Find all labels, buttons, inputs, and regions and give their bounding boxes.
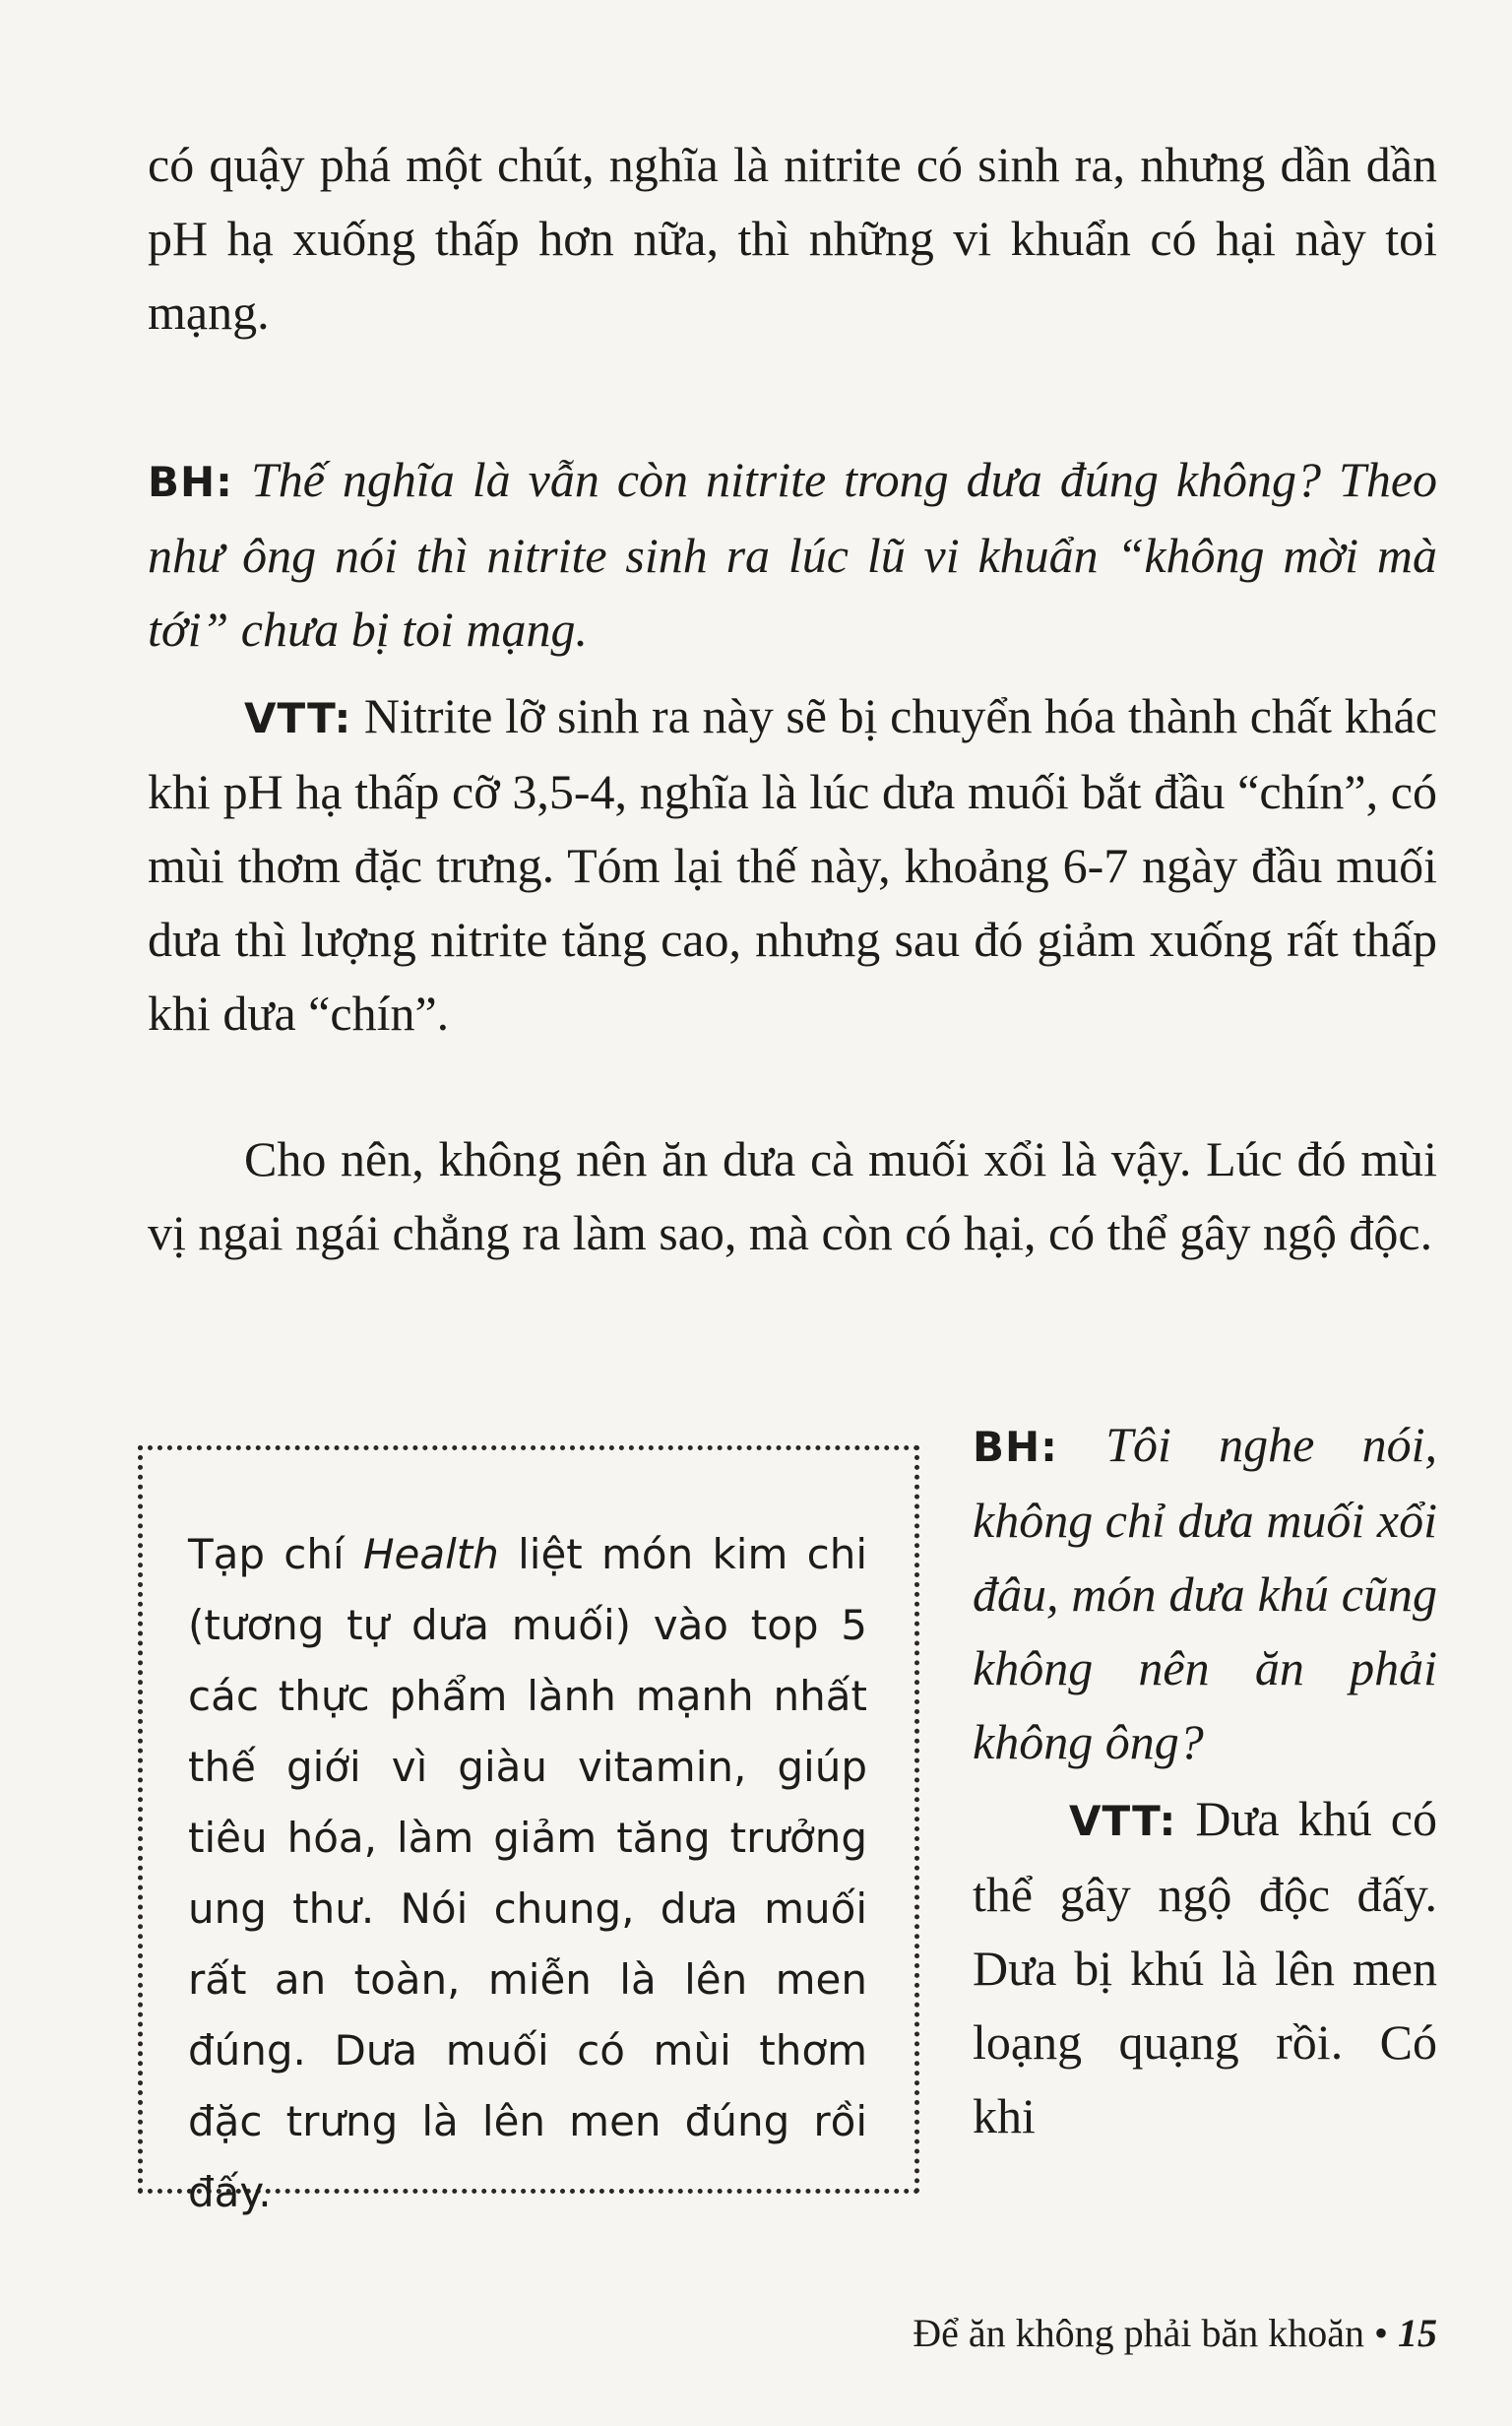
sidebar-text (188, 1519, 867, 2228)
speaker-label-bh: BH: (148, 458, 233, 506)
answer-text: Nitrite lỡ sinh ra này sẽ bị chuyển hóa thành chất khác khi pH hạ thấp cỡ 3,5-4, nghĩa là lúc dưa muối bắt đầu “chín”, có mùi thơm đặc trưng. Tóm lại thế này, khoảng 6-7 ngày đầu muối dưa thì lượng nitrite tăng cao, nhưng sau đó giảm xuống rất thấp khi dưa “chín”. (148, 688, 1437, 1041)
answer-vtt-1 (148, 679, 1437, 1051)
speaker-label-bh-2: BH: (973, 1423, 1058, 1471)
question-text: Thế nghĩa là vẫn còn nitrite trong dưa đúng không? Theo như ông nói thì nitrite sinh ra lúc lũ vi khuẩn “không mời mà tới” chưa bị toi mạng. (148, 452, 1438, 657)
answer-text-2: Dưa khú có thể gây ngộ độc đấy. Dưa bị khú là lên men loạng quạng rồi. Có khi (973, 1791, 1438, 2143)
answer-vtt-2 (973, 1782, 1437, 2153)
page-footer (913, 2310, 1437, 2357)
sidebar-text-after: liệt món kim chi (tương tự dưa muối) vào top 5 các thực phẩm lành mạnh nhất thế giới vì giàu vitamin, giúp tiêu hóa, làm giảm tăng trưởng ung thư. Nói chung, dưa muối rất an toàn, miễn là lên men đúng. Dưa muối có mùi thơm đặc trưng là lên men đúng rồi đấy. (188, 1530, 868, 2216)
paragraph-intro: có quậy phá một chút, nghĩa là nitrite có sinh ra, nhưng dần dần pH hạ xuống thấp hơn nữa, thì những vi khuẩn có hại này toi mạng. (148, 137, 1437, 340)
sidebar-box (138, 1445, 919, 2216)
question-bh-2 (973, 1408, 1437, 1779)
speaker-label-vtt-2: VTT: (1069, 1797, 1177, 1845)
paragraph-conclusion: Cho nên, không nên ăn dưa cà muối xổi là vậy. Lúc đó mùi vị ngai ngái chẳng ra làm sao, mà còn có hại, có thể gây ngộ độc. (148, 1131, 1437, 1260)
question-bh-1 (148, 443, 1437, 667)
question-text-2: Tôi nghe nói, không chỉ dưa muối xổi đâu, món dưa khú cũng không nên ăn phải không ông? (973, 1417, 1437, 1769)
sidebar-text-before: Tạp chí (188, 1530, 363, 1578)
page-number: 15 (1398, 2311, 1437, 2355)
magazine-name: Health (362, 1530, 499, 1578)
speaker-label-vtt: VTT: (244, 694, 352, 742)
footer-separator: • (1373, 2311, 1388, 2355)
running-title: Để ăn không phải băn khoăn (913, 2311, 1364, 2355)
